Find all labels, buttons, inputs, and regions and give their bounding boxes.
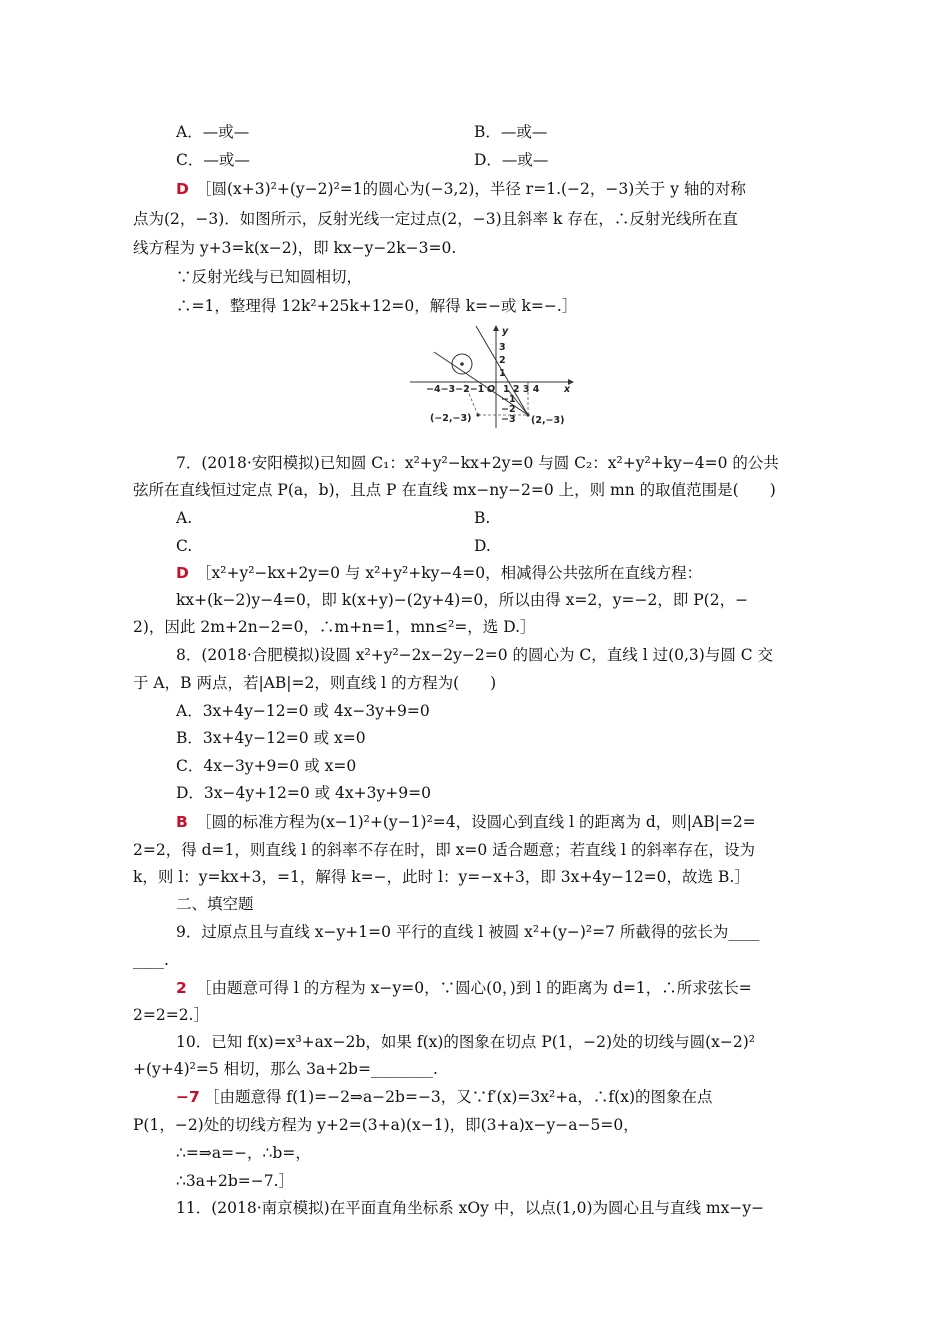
q9-answer: 2 (176, 979, 187, 997)
q7-option-c: C. (176, 537, 193, 555)
q8-stem: 于 A，B 两点，若|AB|=2，则直线 l 的方程为( ) (133, 674, 497, 692)
q6-solution-line: 点为(2，−3)．如图所示，反射光线一定过点(2，−3)且斜率 k 存在，∴反射光线所在直 (133, 210, 738, 228)
x-ticks-negative: −4−3−2−1 (426, 384, 485, 395)
q6-solution-line: ［圆(x+3)²+(y−2)²=1的圆心为(−3,2)，半径 r=1.(−2，−3)关于 y 轴的对称 (196, 180, 746, 198)
q7-option-d: D. (474, 537, 491, 555)
q7-answer: D (176, 564, 189, 582)
q8-stem: 8．(2018·合肥模拟)设圆 x²+y²−2x−2y−2=0 的圆心为 C，直线 l 过(0,3)与圆 C 交 (176, 646, 774, 664)
y-tick: 3 (499, 342, 506, 353)
q8-solution-line: ［圆的标准方程为(x−1)²+(y−1)²=4，设圆心到直线 l 的距离为 d，则|AB|=2= (196, 813, 756, 831)
q10-solution-line: ［由题意得 f(1)=−2⇒a−2b=−3，又∵f′(x)=3x²+a，∴f(x)的图象在点 (204, 1088, 713, 1106)
q8-answer: B (176, 813, 188, 831)
q10-stem: 10．已知 f(x)=x³+ax−2b，如果 f(x)的图象在切点 P(1，−2)处的切线与圆(x−2)² (176, 1033, 755, 1051)
q8-option-d: D．3x−4y+12=0 或 4x+3y+9=0 (176, 784, 431, 802)
y-tick: 2 (499, 355, 506, 366)
q7-solution-line: 2)，因此 2m+2n−2=0，∴m+n=1，mn≤²=，选 D.］ (133, 618, 536, 636)
q9-solution-line: 2=2=2.］ (133, 1006, 209, 1024)
section-heading: 二、填空题 (176, 895, 254, 913)
origin-label: O (487, 384, 496, 395)
point-label: (2,−3) (531, 415, 565, 426)
q10-solution-line: P(1，−2)处的切线方程为 y+2=(3+a)(x−1)，即(3+a)x−y−a−5=0， (133, 1116, 639, 1134)
x-axis-label: x (564, 384, 571, 395)
q9-stem: ____. (133, 951, 169, 969)
q6-solution-line: 线方程为 y+3=k(x−2)，即 kx−y−2k−3=0. (133, 239, 457, 257)
q9-solution-line: ［由题意可得 l 的方程为 x−y=0，∵圆心(0，)到 l 的距离为 d=1，∴所求弦长= (196, 979, 752, 997)
q10-solution-line: ∴3a+2b=−7.］ (176, 1172, 294, 1190)
q6-option-d: D．—或— (474, 151, 549, 169)
y-tick-negative: −2 (501, 404, 516, 415)
q8-option-c: C．4x−3y+9=0 或 x=0 (176, 757, 357, 775)
q6-option-a: A．—或— (176, 123, 250, 141)
q6-answer: D (176, 180, 189, 198)
q10-stem: +(y+4)²=5 相切，那么 3a+2b=________. (133, 1060, 438, 1078)
y-tick-negative: −3 (501, 414, 516, 425)
q8-solution-line: k，则 l：y=kx+3，=1，解得 k=−，此时 l：y=−x+3，即 3x+4y−12=0，故选 B.］ (133, 868, 750, 886)
y-tick-negative: −1 (501, 394, 516, 405)
q6-option-b: B．—或— (474, 123, 548, 141)
q7-stem: 弦所在直线恒过定点 P(a，b)，且点 P 在直线 mx−ny−2=0 上，则 mn 的取值范围是( ) (133, 481, 776, 499)
q6-option-c: C．—或— (176, 151, 250, 169)
q8-option-b: B．3x+4y−12=0 或 x=0 (176, 729, 366, 747)
q11-stem: 11．(2018·南京模拟)在平面直角坐标系 xOy 中，以点(1,0)为圆心且与直线 mx−y− (176, 1199, 765, 1217)
q10-answer: −7 (176, 1088, 200, 1106)
x-ticks-positive: 1 2 3 4 (503, 384, 540, 395)
q7-option-a: A. (176, 509, 193, 527)
coordinate-figure (408, 322, 574, 430)
q6-solution-line: ∴=1，整理得 12k²+25k+12=0，解得 k=−或 k=−.］ (176, 297, 578, 315)
point-label: (−2,−3) (430, 413, 472, 424)
q10-solution-line: ∴=⇒a=−，∴b=， (176, 1144, 311, 1162)
q7-solution-line: ［x²+y²−kx+2y=0 与 x²+y²+ky−4=0，相减得公共弦所在直线方程： (196, 564, 703, 582)
y-tick: 1 (499, 368, 506, 379)
y-axis-label: y (502, 326, 509, 337)
q6-solution-line: ∵反射光线与已知圆相切， (176, 268, 363, 286)
q7-stem: 7．(2018·安阳模拟)已知圆 C₁：x²+y²−kx+2y=0 与圆 C₂：x²+y²+ky−4=0 的公共 (176, 454, 779, 472)
q8-option-a: A．3x+4y−12=0 或 4x−3y+9=0 (176, 702, 430, 720)
q8-solution-line: 2=2，得 d=1，则直线 l 的斜率不存在时，即 x=0 适合题意；若直线 l 的斜率存在，设为 (133, 841, 755, 859)
q7-solution-line: kx+(k−2)y−4=0，即 k(x+y)−(2y+4)=0，所以由得 x=2，y=−2，即 P(2，− (176, 591, 749, 609)
q9-stem: 9．过原点且与直线 x−y+1=0 平行的直线 l 被圆 x²+(y−)²=7 所截得的弦长为____ (176, 923, 760, 941)
q7-option-b: B. (474, 509, 491, 527)
